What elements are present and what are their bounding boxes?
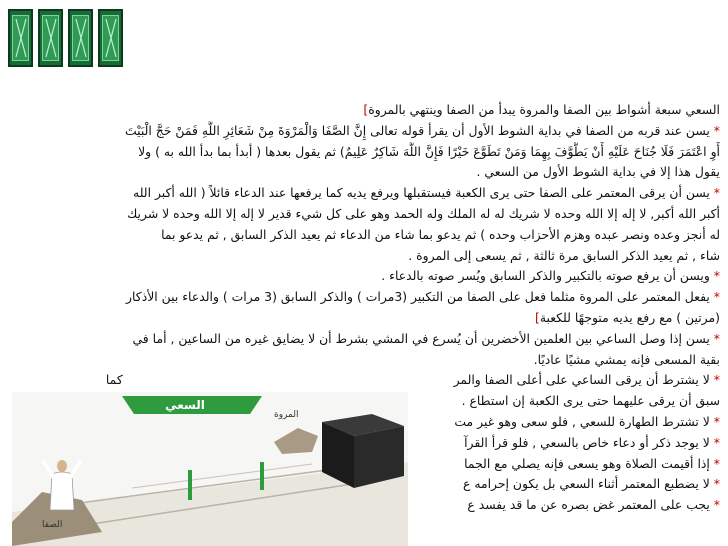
line-text: (مرتين ) مع رفع يديه متوجهًا للكعبة <box>539 309 720 325</box>
bullet-marker: * <box>709 122 720 138</box>
line-text: ويسن أن يرفع صوته بالتكبير والذكر السابق ويُسر صوته بالدعاء . <box>381 268 710 284</box>
sai-illustration <box>12 392 408 546</box>
nav-button-end[interactable] <box>98 9 123 67</box>
bullet-marker: * <box>709 372 720 388</box>
line-text: يسن إذا وصل الساعي بين العلمين الأخضرين أن يُسرع في المشي بشرط أن لا يضايق غيره من الساعين , أما في <box>132 330 710 346</box>
text-line <box>6 350 720 371</box>
text-line <box>6 142 720 163</box>
bullet-marker: * <box>709 434 720 450</box>
bullet-marker: * <box>709 268 720 284</box>
text-line <box>6 121 720 142</box>
text-line <box>6 162 720 183</box>
forward-icon <box>72 15 89 61</box>
line-text: كما <box>105 372 123 388</box>
bullet-marker: * <box>709 289 720 305</box>
slide-nav <box>8 9 123 67</box>
line-text: يفعل المعتمر على المروة مثلما فعل على الصفا من التكبير (3مرات ) والذكر السابق (3 مرات ) والدعاء بين الأذكار <box>126 289 710 305</box>
line-text: لا يشترط أن يرقى الساعي على أعلى الصفا والمر <box>453 372 710 388</box>
line-text: لا يوجد ذكر أو دعاء خاص بالسعي , فلو قرأ القرآ <box>464 434 710 450</box>
bullet-marker: * <box>709 455 720 471</box>
line-text: لا تشترط الطهارة للسعي , فلو سعى وهو غير مت <box>454 413 710 429</box>
text-line <box>6 225 720 246</box>
back-icon <box>42 15 59 61</box>
line-text: يسن أن يرقى المعتمر على الصفا حتى يرى الكعبة فيستقبلها ويرفع يديه كما يرفعها عند الدعاء قائلاً ( الله أكبر الله <box>133 185 710 201</box>
figure-title: السعي <box>165 398 205 412</box>
text-line <box>6 329 720 350</box>
line-text: شاء , ثم يعيد الذكر السابق مرة ثالثة , ثم يسعى إلى المروة . <box>408 247 720 263</box>
text-line <box>6 183 720 204</box>
text-line <box>6 266 720 287</box>
text-line <box>6 204 720 225</box>
line-text: يقول هذا إلا في بداية الشوط الأول من السعي . <box>476 164 720 180</box>
text-line <box>6 246 720 267</box>
nav-button-back[interactable] <box>38 9 63 67</box>
line-text: يسن عند قربه من الصفا في بداية الشوط الأول أن يقرأ قوله تعالى إِنَّ الصَّفَا وَالْمَرْوَةَ مِنْ شَعَائِرِ اللَّهِ فَمَنْ حَجَّ الْبَيْتَ <box>124 122 710 138</box>
bullet-marker: ] <box>363 102 369 117</box>
bullet-marker: * <box>709 330 720 346</box>
text-line <box>6 287 720 308</box>
nav-button-forward[interactable] <box>68 9 93 67</box>
line-text: لا يضطبع المعتمر أثناء السعي بل يكون إحرامه ع <box>463 476 710 492</box>
text-line <box>6 370 720 391</box>
text-line <box>6 308 720 329</box>
line-text: أكبر الله أكبر, لا إله إلا الله وحده لا شريك له له الملك وله الحمد وهو على كل شيء قدير لا إله إلا الله وحده لا شريك <box>127 205 720 221</box>
line-text: سبق أن يرقى عليهما حتى يرى الكعبة إن استطاع . <box>461 393 720 409</box>
end-icon <box>102 15 119 61</box>
line-text: بقية المسعى فإنه يمشي مشيًا عاديًا. <box>533 351 720 367</box>
label-marwa: المروة <box>274 410 299 420</box>
line-text: يجب على المعتمر غض بصره عن ما قد يفسد ع <box>467 497 710 513</box>
line-text: له أنجز وعده ونصر عبده وهزم الأحزاب وحده ) ثم يدعو بما شاء من الدعاء ثم يعيد الذكر السابق , ثم يدعو بما <box>161 226 720 242</box>
bullet-marker: * <box>709 497 720 513</box>
line-text: أَوِ اعْتَمَرَ فَلَا جُنَاحَ عَلَيْهِ أَنْ يَطَّوَّفَ بِهِمَا وَمَنْ تَطَوَّعَ خَيْرًا فَإِنَّ اللَّهَ شَاكِرٌ عَلِيمٌ) ثم يقول بعدها ( أبدأ بما بدأ الله به ) ولا <box>138 143 720 159</box>
line-text: إذا أقيمت الصلاة وهو يسعى فإنه يصلي مع الجما <box>464 455 710 471</box>
line-text <box>123 372 454 387</box>
home-icon <box>12 15 29 61</box>
nav-button-home[interactable] <box>8 9 33 67</box>
bullet-marker: * <box>709 185 720 201</box>
line-text: السعي سبعة أشواط بين الصفا والمروة يبدأ من الصفا وينتهي بالمروة <box>368 102 720 117</box>
bullet-marker: * <box>709 413 720 429</box>
bullet-marker: * <box>709 476 720 492</box>
label-safa: الصفا <box>42 520 63 530</box>
text-line <box>6 100 720 121</box>
bullet-marker: ] <box>534 309 540 325</box>
